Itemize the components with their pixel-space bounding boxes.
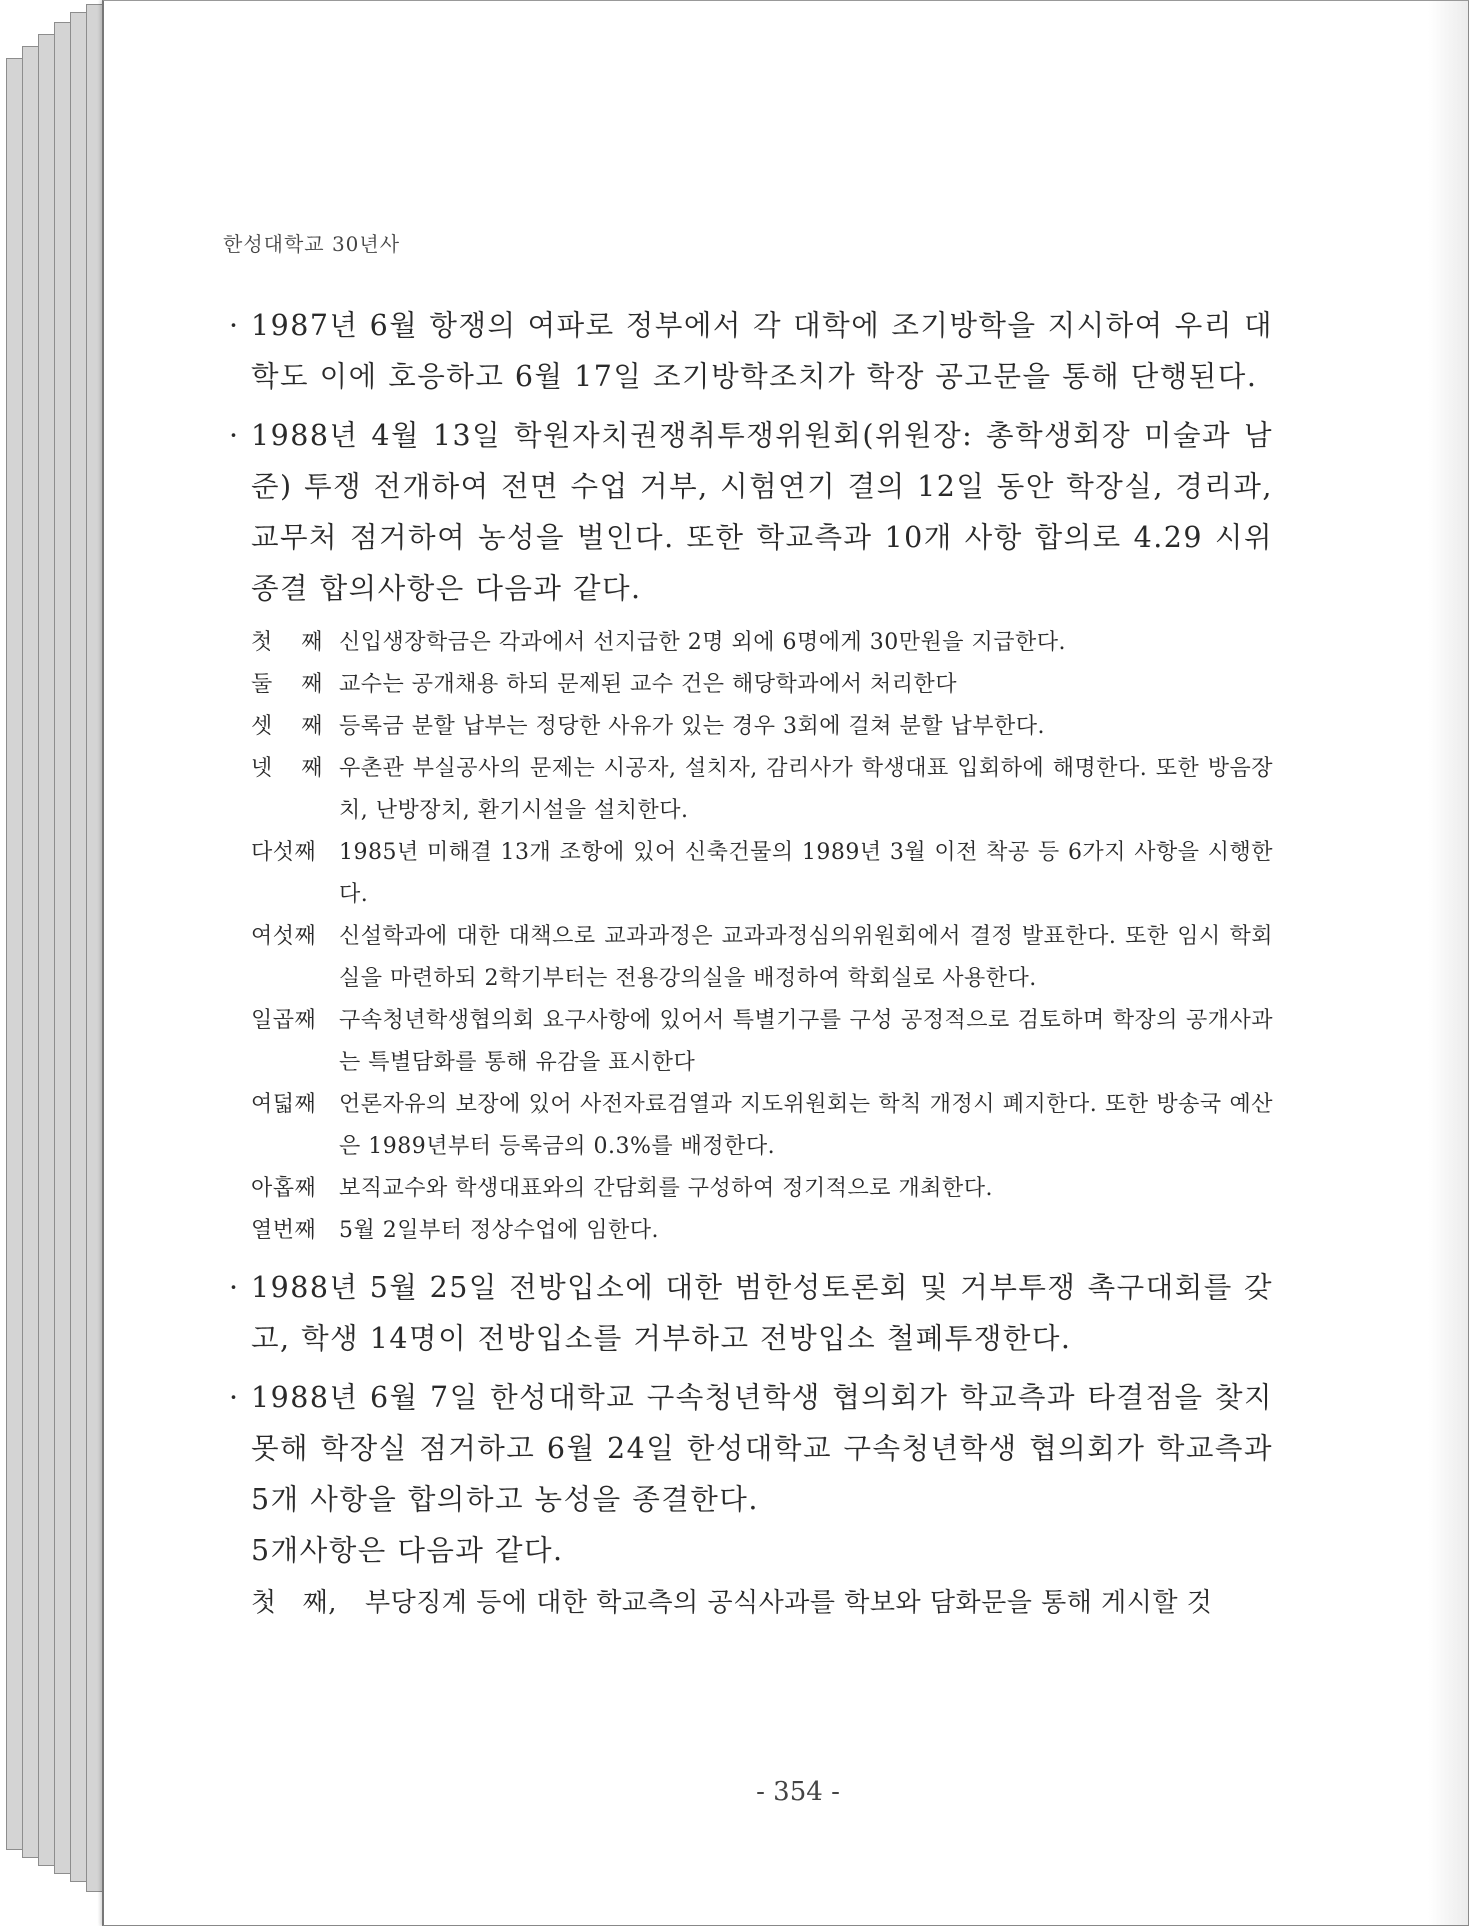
agreement-list	[223, 622, 1273, 1252]
item-text: 교수는 공개채용 하되 문제된 교수 건은 해당학과에서 처리한다	[339, 672, 958, 697]
list-item	[251, 916, 1273, 1000]
bullet-marker: ·	[229, 309, 239, 342]
item-label: 셋 째	[251, 714, 323, 739]
list-item	[251, 664, 1273, 706]
item-text: 1985년 미해결 13개 조항에 있어 신축건물의 1989년 3월 이전 착공 등 6가지 사항을 시행한다.	[339, 840, 1273, 907]
bullet-paragraph	[223, 300, 1273, 402]
item-text: 우촌관 부실공사의 문제는 시공자, 설치자, 감리사가 학생대표 입회하에 해명한다. 또한 방음장치, 난방장치, 환기시설을 설치한다.	[339, 756, 1273, 823]
item-text: 부당징계 등에 대한 학교측의 공식사과를 학보와 담화문을 통해 게시할 것	[365, 1588, 1213, 1618]
list-item	[251, 1084, 1273, 1168]
item-label: 여덟째	[251, 1092, 317, 1117]
item-label: 넷 째	[251, 756, 323, 781]
bullet-marker: ·	[229, 1271, 239, 1304]
list-item	[251, 706, 1273, 748]
item-label: 둘 째	[251, 672, 323, 697]
bullet-paragraph	[223, 1262, 1273, 1364]
item-text: 언론자유의 보장에 있어 사전자료검열과 지도위원회는 학칙 개정시 폐지한다. 또한 방송국 예산은 1989년부터 등록금의 0.3%를 배정한다.	[339, 1092, 1273, 1159]
item-label: 일곱째	[251, 1008, 317, 1033]
item-text: 5월 2일부터 정상수업에 임한다.	[339, 1218, 659, 1243]
item-label: 여섯째	[251, 924, 317, 949]
list-item	[251, 832, 1273, 916]
list-item	[251, 1000, 1273, 1084]
list-item	[251, 1168, 1273, 1210]
item-text: 보직교수와 학생대표와의 간담회를 구성하여 정기적으로 개최한다.	[339, 1176, 994, 1201]
item-label: 다섯째	[251, 840, 317, 865]
page-number: - 354 -	[756, 1777, 840, 1807]
bullet-paragraph	[223, 1372, 1273, 1525]
item-label: 아홉째	[251, 1176, 317, 1201]
running-header: 한성대학교 30년사	[223, 232, 401, 256]
list-item	[251, 622, 1273, 664]
item-text: 신입생장학금은 각과에서 선지급한 2명 외에 6명에게 30만원을 지급한다.	[339, 630, 1066, 655]
bullet-text: 1988년 5월 25일 전방입소에 대한 범한성토론회 및 거부투쟁 촉구대회를 갖고, 학생 14명이 전방입소를 거부하고 전방입소 철폐투쟁한다.	[251, 1271, 1273, 1355]
bullet-text: 1988년 4월 13일 학원자치권쟁취투쟁위원회(위원장: 총학생회장 미술과 남준) 투쟁 전개하여 전면 수업 거부, 시험연기 결의 12일 동안 학장실, 경리과, 교무처 점거하여 농성을 벌인다. 또한 학교측과 10개 사항 합의로 4.29 시위 종결 합의사항은 다음과 같다.	[251, 419, 1273, 605]
item-label: 첫 째,	[251, 1588, 337, 1618]
item-label: 열번째	[251, 1218, 317, 1243]
list-item	[251, 1210, 1273, 1252]
five-items-list	[223, 1578, 1273, 1628]
page-content	[223, 300, 1273, 1638]
page-shading	[1428, 1, 1468, 1925]
bullet-text: 1988년 6월 7일 한성대학교 구속청년학생 협의회가 학교측과 타결점을 찾지 못해 학장실 점거하고 6월 24일 한성대학교 구속청년학생 협의회가 학교측과 5개 사항을 합의하고 농성을 종결한다.	[251, 1381, 1273, 1516]
list-item	[251, 748, 1273, 832]
list-item	[251, 1578, 1273, 1628]
bullet-marker: ·	[229, 1381, 239, 1414]
five-items-intro: 5개사항은 다음과 같다.	[251, 1534, 564, 1567]
item-text: 구속청년학생협의회 요구사항에 있어서 특별기구를 구성 공정적으로 검토하며 학장의 공개사과는 특별담화를 통해 유감을 표시한다	[339, 1008, 1273, 1075]
item-text: 등록금 분할 납부는 정당한 사유가 있는 경우 3회에 걸쳐 분할 납부한다.	[339, 714, 1045, 739]
bullet-paragraph	[223, 410, 1273, 614]
item-label: 첫 째	[251, 630, 323, 655]
item-text: 신설학과에 대한 대책으로 교과과정은 교과과정심의위원회에서 결정 발표한다. 또한 임시 학회실을 마련하되 2학기부터는 전용강의실을 배정하여 학회실로 사용한다.	[339, 924, 1273, 991]
bullet-text: 1987년 6월 항쟁의 여파로 정부에서 각 대학에 조기방학을 지시하여 우리 대학도 이에 호응하고 6월 17일 조기방학조치가 학장 공고문을 통해 단행된다.	[251, 309, 1273, 393]
bullet-marker: ·	[229, 419, 239, 452]
